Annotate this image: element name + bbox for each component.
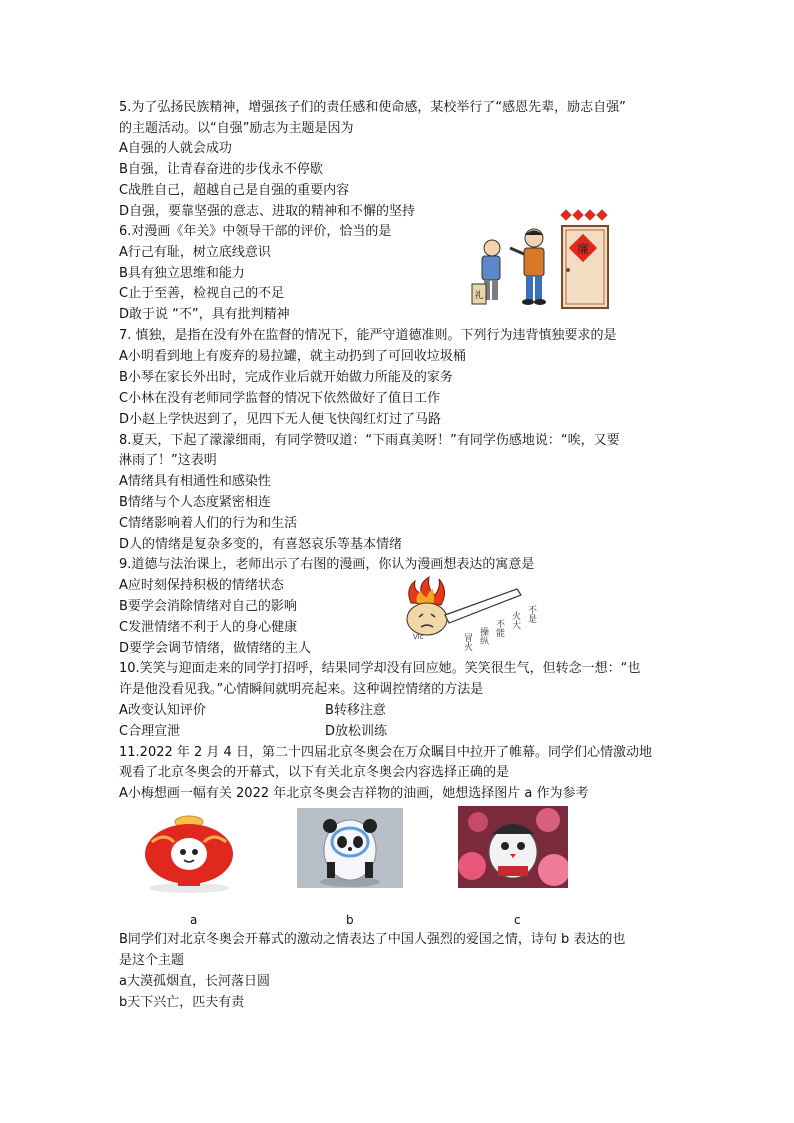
q6-option-a: A行己有耻，树立底线意识 bbox=[119, 245, 271, 260]
q6-option-d: D敢于说 “不”，具有批判精神 bbox=[119, 307, 290, 322]
q9-option-c: C发泄情绪不利于人的身心健康 bbox=[119, 620, 298, 635]
caption-b: b bbox=[346, 913, 354, 927]
cartoon-text-2: 操纵 bbox=[478, 627, 488, 645]
q10-stem-line2: 许是他没看见我。”心情瞬间就明亮起来。这种调控情绪的方法是 bbox=[119, 682, 484, 697]
mascot-image-c bbox=[458, 806, 568, 888]
mascot-image-a bbox=[134, 808, 244, 894]
q7-option-d: D小赵上学快迟到了，见四下无人便飞快闯红灯过了马路 bbox=[119, 412, 442, 427]
cartoon-text-4: 火大 bbox=[510, 611, 520, 629]
q5-option-d: D自强，要靠坚强的意志、进取的精神和不懈的坚持 bbox=[119, 204, 416, 219]
mascot-image-b bbox=[297, 808, 403, 888]
q5-option-b: B自强，让青春奋进的步伐永不停歇 bbox=[119, 162, 323, 177]
caption-c: c bbox=[514, 913, 521, 927]
q10-option-c: C合理宣泄 bbox=[119, 724, 181, 739]
q11-option-b-line1: B同学们对北京冬奥会开幕式的激动之情表达了中国人强烈的爱国之情，诗句 b 表达的也 bbox=[119, 932, 626, 947]
q11-option-a: A小梅想画一幅有关 2022 年北京冬奥会吉祥物的油画，她想选择图片 a 作为参考 bbox=[119, 786, 589, 801]
q8-option-b: B情绪与个人态度紧密相连 bbox=[119, 495, 271, 510]
cartoon-small-text: Vlc bbox=[413, 633, 424, 641]
cartoon-text-3: 不能 bbox=[494, 619, 504, 637]
q5-stem-line2: 的主题活动。以“自强”励志为主题是因为 bbox=[119, 121, 354, 136]
q8-option-a: A情绪具有相通性和感染性 bbox=[119, 474, 271, 489]
q10-option-a: A改变认知评价 bbox=[119, 703, 206, 718]
q6-option-c: C止于至善，检视自己的不足 bbox=[119, 286, 285, 301]
q10-option-d: D放松训练 bbox=[325, 724, 388, 739]
q7-option-c: C小林在没有老师同学监督的情况下依然做好了值日工作 bbox=[119, 391, 441, 406]
q8-option-c: C情绪影响着人们的行为和生活 bbox=[119, 516, 298, 531]
q9-stem: 9.道德与法治课上，老师出示了右图的漫画，你认为漫画想表达的寓意是 bbox=[119, 557, 535, 572]
q8-option-d: D人的情绪是复杂多变的，有喜怒哀乐等基本情绪 bbox=[119, 537, 403, 552]
q9-option-b: B要学会消除情绪对自己的影响 bbox=[119, 599, 297, 614]
q6-option-b: B具有独立思维和能力 bbox=[119, 266, 245, 281]
q7-option-b: B小琴在家长外出时，完成作业后就开始做力所能及的家务 bbox=[119, 370, 453, 385]
q11-option-b-line2: 是这个主题 bbox=[119, 953, 185, 968]
q9-option-a: A应时刻保持积极的情绪状态 bbox=[119, 578, 284, 593]
q5-option-a: A自强的人就会成功 bbox=[119, 141, 232, 156]
q5-stem-line1: 5.为了弘扬民族精神，增强孩子们的责任感和使命感，某校举行了“感恩先辈，励志自强” bbox=[119, 100, 626, 115]
caption-a: a bbox=[190, 913, 198, 927]
nianguan-cartoon-image bbox=[462, 208, 612, 310]
q8-stem-line2: 淋雨了！”这表明 bbox=[119, 453, 217, 468]
q8-stem-line1: 8.夏天，下起了濛濛细雨，有同学赞叹道：“下雨真美呀！”有同学伤感地说：“唉，又要 bbox=[119, 433, 620, 448]
gift-bag-text: 礼 bbox=[474, 291, 484, 301]
q5-option-c: C战胜自己，超越自己是自强的重要内容 bbox=[119, 183, 350, 198]
q11-poem-b: b天下兴亡，匹夫有责 bbox=[119, 995, 245, 1010]
cartoon-text-1: 冒火 bbox=[462, 633, 472, 651]
q6-stem: 6.对漫画《年关》中领导干部的评价，恰当的是 bbox=[119, 224, 392, 239]
q11-stem-line2: 观看了北京冬奥会的开幕式，以下有关北京冬奥会内容选择正确的是 bbox=[119, 765, 510, 780]
q10-stem-line1: 10.笑笑与迎面走来的同学打招呼，结果同学却没有回应她。笑笑很生气，但转念一想：“也 bbox=[119, 661, 641, 676]
q9-option-d: D要学会调节情绪，做情绪的主人 bbox=[119, 641, 312, 656]
emotion-cartoon-image bbox=[397, 575, 559, 655]
q10-option-b: B转移注意 bbox=[325, 703, 386, 718]
q7-option-a: A小明看到地上有废弃的易拉罐，就主动扔到了可回收垃圾桶 bbox=[119, 349, 466, 364]
lian-sign-text: 廉 bbox=[576, 242, 590, 256]
q11-poem-a: a大漠孤烟直，长河落日圆 bbox=[119, 974, 270, 989]
cartoon-text-5: 不是 bbox=[526, 605, 536, 623]
q7-stem: 7. 慎独，是指在没有外在监督的情况下，能严守道德准则。下列行为违背慎独要求的是 bbox=[119, 328, 617, 343]
q11-stem-line1: 11.2022 年 2 月 4 日，第二十四届北京冬奥会在万众瞩目中拉开了帷幕。同学们心情激动地 bbox=[119, 745, 652, 760]
